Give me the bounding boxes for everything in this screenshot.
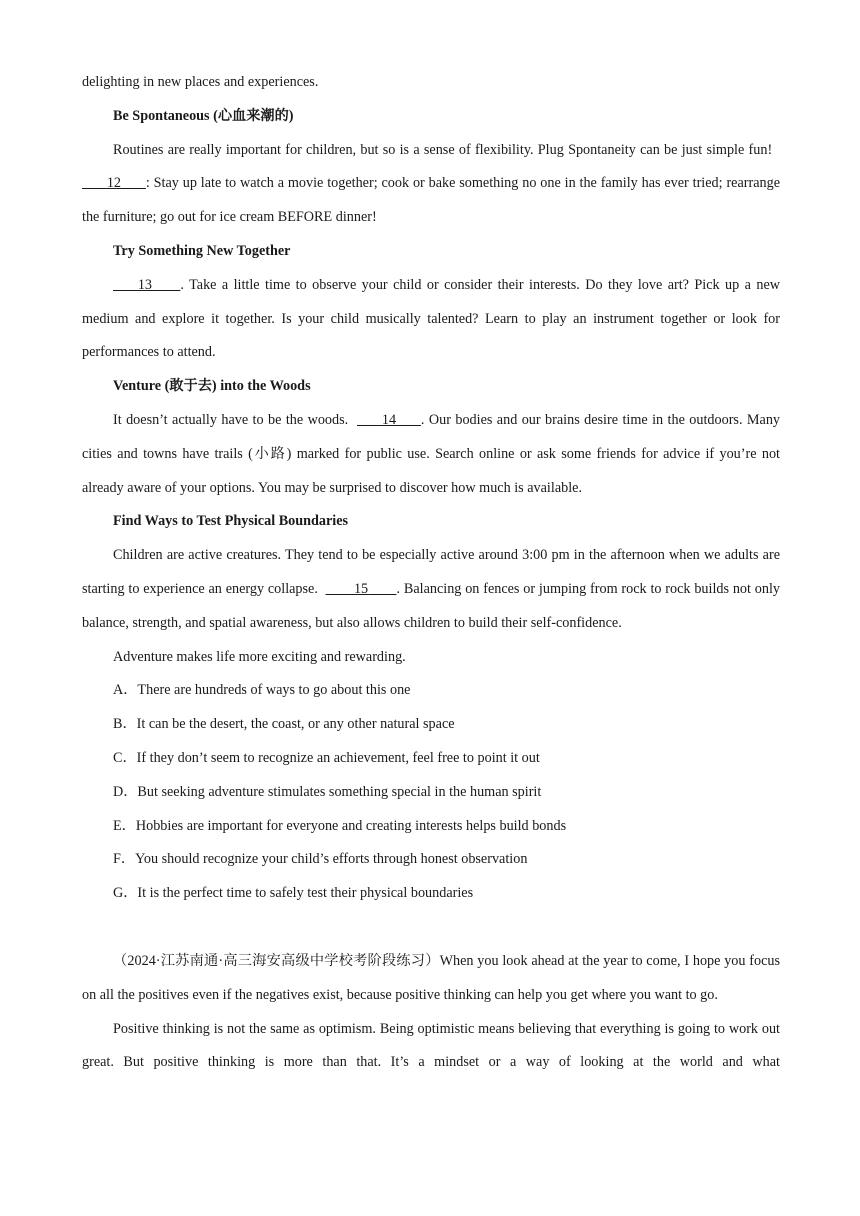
option-e: E．Hobbies are important for everyone and creating interests helps build bonds [113,817,567,834]
option-a: A．There are hundreds of ways to go about this one [113,682,411,699]
paragraph-text: . Our bodies and our brains desire time in the outdoors. Many cities and towns have trails (小路) marked for public use. Search online or ask some friends for advice if you’re not already aware of your options. You may be surprised to discover how much is available. [82,411,781,496]
paragraph-venture [82,404,780,505]
blank-number: 12 [106,175,122,192]
heading-physical-boundaries: Find Ways to Test Physical Boundaries [113,513,349,530]
blank-number: 15 [353,580,369,597]
paragraph-physical [82,539,780,640]
paragraph-text: Routines are really important for children, but so is a sense of flexibility. Plug Spontaneity can be just simple fun! [113,141,773,158]
heading-try-something-new: Try Something New Together [113,242,291,259]
passage [82,66,780,1080]
option-g: G．It is the perfect time to safely test their physical boundaries [113,885,474,902]
paragraph-try-new [82,269,780,370]
source-citation: （2024·江苏南通·高三海安高级中学校考阶段练习） [113,952,440,969]
section-spacer [82,911,780,945]
option-c: C．If they don’t seem to recognize an achievement, feel free to point it out [113,749,540,766]
blank-13[interactable] [113,269,180,303]
blank-number: 14 [381,411,397,428]
paragraph-text: . Take a little time to observe your child or consider their interests. Do they love art? Pick up a new medium and explore it together. Is your child musically talented? Learn to play an instrument together or look for performances to attend. [82,276,780,361]
heading-venture-woods: Venture (敢于去) into the Woods [113,378,311,395]
paragraph-intro: delighting in new places and experiences. [82,74,319,90]
heading-be-spontaneous: Be Spontaneous (心血来潮的) [113,107,294,124]
paragraph-spontaneous [82,134,780,235]
paragraph-text: Children are active creatures. They tend to be especially active around 3:00 pm in the afternoon when we adults are starting to experience an energy collapse. [82,547,780,597]
option-b: B．It can be the desert, the coast, or any other natural space [113,716,455,733]
paragraph-text: . Balancing on fences or jumping from rock to rock builds not only balance, strength, and spatial awareness, but also allows children to build their self-confidence. [82,580,781,631]
blank-12[interactable] [82,167,146,201]
paragraph-conclusion: Adventure makes life more exciting and rewarding. [113,648,406,665]
paragraph-text: When you look ahead at the year to come, I hope you focus on all the positives even if the negatives exist, because positive thinking can help you get where you want to go. [82,952,780,1003]
paragraph-text: It doesn’t actually have to be the woods. [113,411,349,428]
blank-15[interactable] [326,573,397,607]
paragraph-positive-thinking: Positive thinking is not the same as optimism. Being optimistic means believing that everything is going to work out great. But positive thinking is more than that. It’s a mindset or a way of looking at the world and what [82,1020,780,1071]
paragraph-text: : Stay up late to watch a movie together; cook or bake something no one in the family has ever tried; rearrange the furniture; go out for ice cream BEFORE dinner! [82,175,780,226]
option-f: F．You should recognize your child’s efforts through honest observation [113,851,528,868]
blank-number: 13 [137,276,153,293]
blank-14[interactable] [357,404,421,438]
paragraph-next-passage [82,945,780,1013]
option-d: D．But seeking adventure stimulates something special in the human spirit [113,783,542,800]
